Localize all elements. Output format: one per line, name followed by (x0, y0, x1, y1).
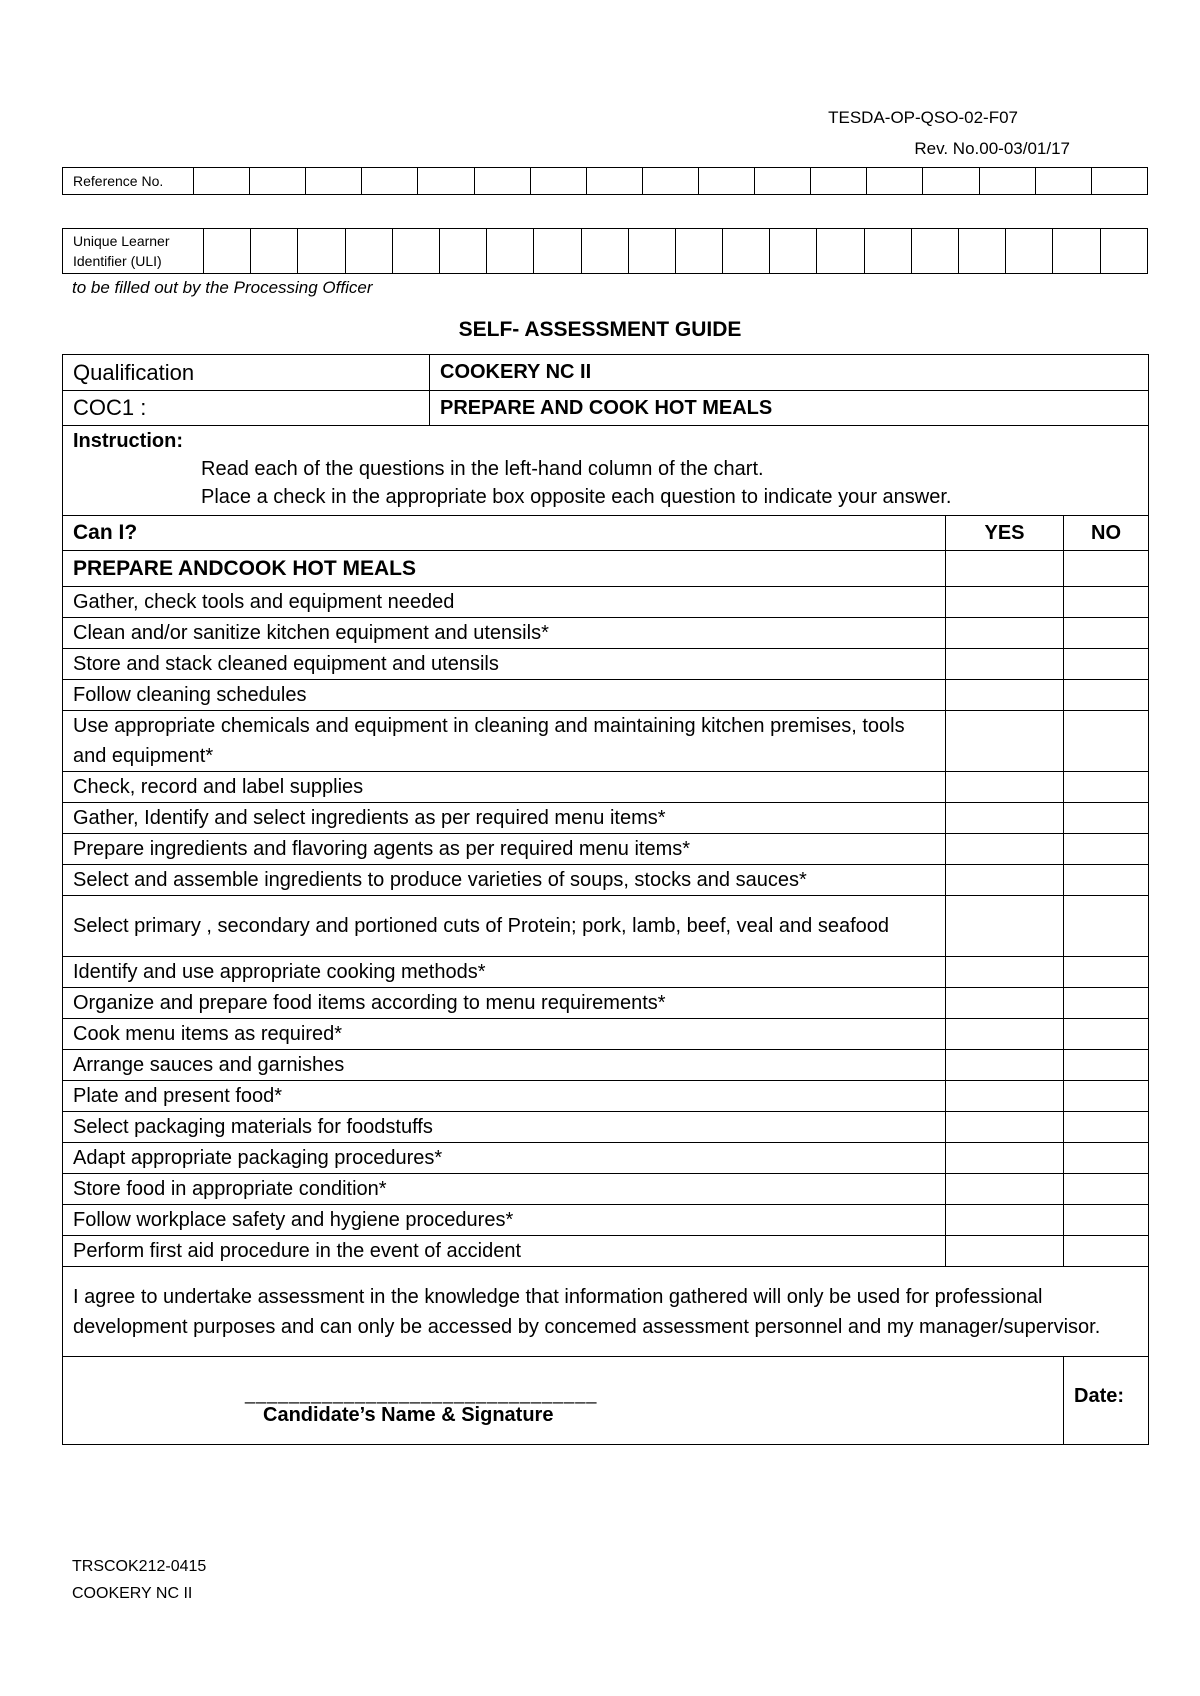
reference-digit-box[interactable] (698, 168, 754, 195)
question-text: Adapt appropriate packaging procedures* (63, 1143, 946, 1174)
revision-number: Rev. No.00-03/01/17 (914, 139, 1070, 158)
question-text: Arrange sauces and garnishes (63, 1050, 946, 1081)
yes-checkbox[interactable] (946, 1236, 1064, 1267)
yes-checkbox[interactable] (946, 1205, 1064, 1236)
reference-digit-box[interactable] (1035, 168, 1091, 195)
no-checkbox[interactable] (1064, 988, 1149, 1019)
no-checkbox[interactable] (1064, 618, 1149, 649)
yes-checkbox[interactable] (946, 834, 1064, 865)
checklist-row (63, 618, 1149, 649)
checklist-row (63, 988, 1149, 1019)
no-checkbox[interactable] (1064, 1143, 1149, 1174)
coc-value: PREPARE AND COOK HOT MEALS (430, 391, 1149, 426)
no-checkbox[interactable] (1064, 957, 1149, 988)
section-heading: PREPARE ANDCOOK HOT MEALS (63, 551, 946, 587)
no-checkbox[interactable] (1064, 1019, 1149, 1050)
reference-digit-box[interactable] (1091, 168, 1147, 195)
uli-digit-box[interactable] (864, 229, 911, 274)
date-label: Date: (1074, 1385, 1125, 1407)
no-checkbox[interactable] (1064, 1205, 1149, 1236)
uli-digit-box[interactable] (487, 229, 534, 274)
no-checkbox[interactable] (1064, 1174, 1149, 1205)
yes-checkbox[interactable] (946, 551, 1064, 587)
reference-digit-box[interactable] (923, 168, 979, 195)
question-text: Store food in appropriate condition* (63, 1174, 946, 1205)
uli-digit-box[interactable] (581, 229, 628, 274)
no-checkbox[interactable] (1064, 551, 1149, 587)
instruction-line-2: Place a check in the appropriate box opposite each question to indicate your answer. (201, 486, 952, 508)
page-title: SELF- ASSESSMENT GUIDE (458, 318, 742, 341)
reference-digit-box[interactable] (530, 168, 586, 195)
reference-no-label: Reference No. (63, 168, 194, 195)
instruction-label: Instruction: (73, 430, 183, 452)
signature-label: Candidate’s Name & Signature (263, 1404, 554, 1426)
question-text: Plate and present food* (63, 1081, 946, 1112)
checklist-row (63, 1050, 1149, 1081)
checklist-row (63, 957, 1149, 988)
reference-digit-box[interactable] (194, 168, 250, 195)
yes-checkbox[interactable] (946, 988, 1064, 1019)
question-text: Organize and prepare food items according to menu requirements* (63, 988, 946, 1019)
question-text: Follow workplace safety and hygiene procedures* (63, 1205, 946, 1236)
self-assessment-table (62, 354, 1149, 1445)
processing-officer-note: to be filled out by the Processing Officer (72, 278, 373, 297)
no-checkbox[interactable] (1064, 896, 1149, 957)
yes-checkbox[interactable] (946, 587, 1064, 618)
signature-block (63, 1357, 1064, 1445)
checklist-row (63, 1236, 1149, 1267)
yes-checkbox[interactable] (946, 1019, 1064, 1050)
question-text: Clean and/or sanitize kitchen equipment and utensils* (63, 618, 946, 649)
uli-digit-box[interactable] (1100, 229, 1147, 274)
question-text: Identify and use appropriate cooking methods* (63, 957, 946, 988)
reference-digit-box[interactable] (306, 168, 362, 195)
uli-digit-box[interactable] (817, 229, 864, 274)
uli-digit-box[interactable] (628, 229, 675, 274)
question-text: Check, record and label supplies (63, 772, 946, 803)
checklist-row (63, 1143, 1149, 1174)
agreement-statement: I agree to undertake assessment in the knowledge that information gathered will only be used for professional development purposes and can only be accessed by concemed assessment personnel and my manager/supervisor. (63, 1267, 1149, 1357)
uli-digit-box[interactable] (439, 229, 486, 274)
reference-digit-box[interactable] (250, 168, 306, 195)
question-text: Gather, check tools and equipment needed (63, 587, 946, 618)
uli-digit-box[interactable] (911, 229, 958, 274)
yes-checkbox[interactable] (946, 618, 1064, 649)
qualification-label: Qualification (63, 355, 430, 391)
uli-label (63, 229, 204, 274)
qualification-value: COOKERY NC II (430, 355, 1149, 391)
uli-digit-box[interactable] (723, 229, 770, 274)
uli-digit-box[interactable] (1053, 229, 1100, 274)
uli-digit-box[interactable] (770, 229, 817, 274)
checklist-row (63, 834, 1149, 865)
uli-digit-box[interactable] (534, 229, 581, 274)
checklist-rows (63, 551, 1149, 1267)
question-text: Select primary , secondary and portioned cuts of Protein; pork, lamb, beef, veal and seafood (63, 896, 946, 957)
no-checkbox[interactable] (1064, 772, 1149, 803)
uli-digit-box[interactable] (675, 229, 722, 274)
yes-checkbox[interactable] (946, 803, 1064, 834)
question-text: Select packaging materials for foodstuffs (63, 1112, 946, 1143)
checklist-row (63, 711, 1149, 772)
yes-checkbox[interactable] (946, 1143, 1064, 1174)
reference-digit-box[interactable] (811, 168, 867, 195)
uli-digit-box[interactable] (345, 229, 392, 274)
no-checkbox[interactable] (1064, 1050, 1149, 1081)
no-checkbox[interactable] (1064, 649, 1149, 680)
footer-qualification: COOKERY NC II (72, 1585, 193, 1602)
reference-digit-box[interactable] (418, 168, 474, 195)
reference-digit-box[interactable] (979, 168, 1035, 195)
question-text: Cook menu items as required* (63, 1019, 946, 1050)
yes-checkbox[interactable] (946, 1174, 1064, 1205)
checklist-row (63, 1081, 1149, 1112)
yes-checkbox[interactable] (946, 649, 1064, 680)
checklist-row (63, 587, 1149, 618)
form-code: TESDA-OP-QSO-02-F07 (828, 108, 1018, 127)
uli-digit-box[interactable] (959, 229, 1006, 274)
uli-digit-box[interactable] (251, 229, 298, 274)
yes-checkbox[interactable] (946, 1050, 1064, 1081)
yes-checkbox[interactable] (946, 1081, 1064, 1112)
uli-digit-box[interactable] (1006, 229, 1053, 274)
question-text: Prepare ingredients and flavoring agents as per required menu items* (63, 834, 946, 865)
instruction-line-1: Read each of the questions in the left-hand column of the chart. (201, 458, 764, 480)
reference-digit-box[interactable] (755, 168, 811, 195)
uli-digit-box[interactable] (204, 229, 251, 274)
instruction-block (63, 426, 1149, 516)
uli-boxes (62, 228, 1148, 274)
reference-digit-box[interactable] (867, 168, 923, 195)
question-text: Store and stack cleaned equipment and utensils (63, 649, 946, 680)
column-header-yes: YES (946, 516, 1064, 551)
no-checkbox[interactable] (1064, 680, 1149, 711)
no-checkbox[interactable] (1064, 803, 1149, 834)
no-checkbox[interactable] (1064, 1236, 1149, 1267)
yes-checkbox[interactable] (946, 1112, 1064, 1143)
coc-label: COC1 : (63, 391, 430, 426)
yes-checkbox[interactable] (946, 680, 1064, 711)
checklist-row (63, 803, 1149, 834)
yes-checkbox[interactable] (946, 711, 1064, 772)
column-header-no: NO (1064, 516, 1149, 551)
checklist-row (63, 1174, 1149, 1205)
checklist-row (63, 1112, 1149, 1143)
no-checkbox[interactable] (1064, 1112, 1149, 1143)
question-text: Perform first aid procedure in the event of accident (63, 1236, 946, 1267)
no-checkbox[interactable] (1064, 834, 1149, 865)
checklist-row (63, 680, 1149, 711)
checklist-row (63, 772, 1149, 803)
checklist-row (63, 649, 1149, 680)
uli-digit-box[interactable] (392, 229, 439, 274)
question-text: Select and assemble ingredients to produce varieties of soups, stocks and sauces* (63, 865, 946, 896)
footer-code: TRSCOK212-0415 (72, 1558, 207, 1575)
checklist-row (63, 1205, 1149, 1236)
no-checkbox[interactable] (1064, 1081, 1149, 1112)
checklist-row (63, 1019, 1149, 1050)
yes-checkbox[interactable] (946, 957, 1064, 988)
yes-checkbox[interactable] (946, 772, 1064, 803)
yes-checkbox[interactable] (946, 896, 1064, 957)
yes-checkbox[interactable] (946, 865, 1064, 896)
no-checkbox[interactable] (1064, 711, 1149, 772)
no-checkbox[interactable] (1064, 587, 1149, 618)
question-text: Use appropriate chemicals and equipment in cleaning and maintaining kitchen premises, tools and equipment* (63, 711, 946, 772)
reference-digit-box[interactable] (362, 168, 418, 195)
date-field[interactable] (1064, 1357, 1149, 1445)
question-text: Gather, Identify and select ingredients as per required menu items* (63, 803, 946, 834)
uli-label-line2: Identifier (ULI) (73, 253, 162, 269)
uli-label-line1: Unique Learner (73, 233, 170, 249)
signature-line[interactable]: ________________________________ (245, 1384, 598, 1404)
column-header-question: Can I? (63, 516, 946, 551)
no-checkbox[interactable] (1064, 865, 1149, 896)
reference-digit-box[interactable] (586, 168, 642, 195)
uli-digit-box[interactable] (298, 229, 345, 274)
reference-digit-box[interactable] (474, 168, 530, 195)
reference-number-boxes (62, 167, 1148, 195)
question-text: Follow cleaning schedules (63, 680, 946, 711)
checklist-row (63, 865, 1149, 896)
checklist-row (63, 896, 1149, 957)
reference-digit-box[interactable] (642, 168, 698, 195)
